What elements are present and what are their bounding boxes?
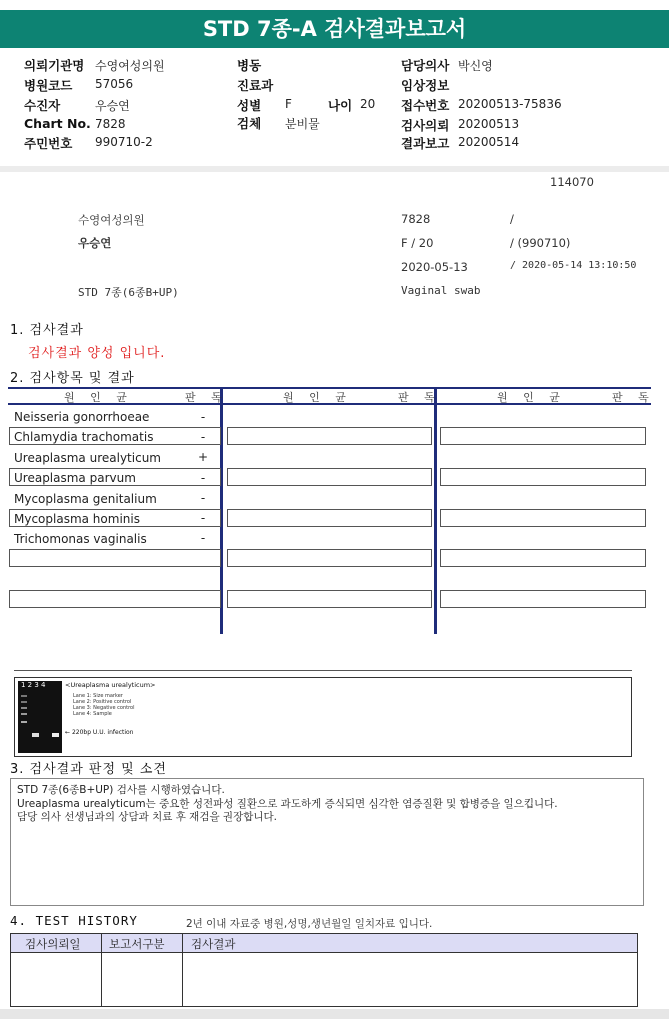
- result-row-name: Chlamydia trachomatis: [14, 430, 154, 444]
- col-header-bug-3: 원 인 균: [497, 391, 566, 404]
- header-label-specimen: 검체: [237, 116, 262, 131]
- empty-row-box: [227, 468, 432, 486]
- col-header-judge-3: 판 독: [612, 391, 655, 404]
- header-label-ward: 병동: [237, 58, 262, 73]
- header-label-department: 진료과: [237, 78, 274, 93]
- section2-title: 2. 검사항목 및 결과: [10, 371, 135, 386]
- result-row-box: [9, 549, 221, 567]
- empty-row-box: [227, 509, 432, 527]
- col-header-judge-1: 판 독: [185, 391, 228, 404]
- result-row-name-positive: Ureaplasma urealyticum: [14, 451, 161, 465]
- result-row-name: Mycoplasma hominis: [14, 512, 140, 526]
- info-patient: 우승연: [78, 236, 112, 250]
- header-label-clinical-info: 임상정보: [401, 78, 450, 93]
- empty-row-box: [440, 509, 646, 527]
- empty-row-box: [227, 549, 432, 567]
- table-divider-2: [434, 388, 437, 634]
- opinion-line: 담당 의사 선생님과의 상담과 치료 후 재검을 권장합니다.: [17, 811, 277, 823]
- col-header-bug-2: 원 인 균: [283, 391, 352, 404]
- empty-row-box: [227, 590, 432, 608]
- result-row-sign: -: [200, 511, 206, 525]
- history-header-row: [11, 934, 637, 953]
- result-row-sign: -: [200, 430, 206, 444]
- col-header-judge-2: 판 독: [398, 391, 441, 404]
- header-value-specimen: 분비물: [285, 117, 320, 131]
- header-value-hospital-code: 57056: [95, 77, 134, 91]
- header-label-doctor: 담당의사: [401, 58, 450, 73]
- header-label-report-date: 결과보고: [401, 136, 450, 151]
- header-value-age: 20: [360, 97, 376, 111]
- gel-top-rule: [14, 670, 632, 671]
- empty-row-box: [440, 468, 646, 486]
- gel-band-label-text: 220bp U.U. infection: [71, 729, 134, 736]
- report-title: STD 7종-A 검사결과보고서: [0, 10, 669, 48]
- result-row-name: Ureaplasma parvum: [14, 471, 136, 485]
- section1-title: 1. 검사결과: [10, 323, 84, 338]
- header-value-receipt-no: 20200513-75836: [458, 97, 562, 111]
- header-divider: [0, 166, 669, 172]
- info-birth: / (990710): [510, 236, 571, 250]
- empty-row-box: [440, 427, 646, 445]
- header-label-resident-no: 주민번호: [24, 136, 73, 151]
- header-label-age: 나이: [328, 98, 353, 113]
- opinion-line: STD 7종(6종B+UP) 검사를 시행하였습니다.: [17, 784, 225, 796]
- gel-electrophoresis-panel: [14, 677, 632, 757]
- result-row-sign: -: [200, 531, 206, 545]
- history-col-result: 검사결과: [191, 937, 236, 951]
- info-date-request: 2020-05-13: [401, 260, 468, 274]
- report-header: [0, 48, 669, 168]
- header-value-resident-no: 990710-2: [95, 135, 153, 149]
- result-row-sign: -: [200, 471, 206, 485]
- gel-legend-3: Lane 3: Negative control: [73, 705, 135, 711]
- info-date-report: / 2020-05-14 13:10:50: [510, 260, 637, 271]
- result-row-name: Trichomonas vaginalis: [14, 532, 147, 546]
- gel-image: [18, 681, 62, 753]
- header-label-hospital-code: 병원코드: [24, 78, 73, 93]
- history-note: 2년 이내 자료중 병원,성명,생년월일 일치자료 입니다.: [186, 918, 433, 930]
- result-row-name: Neisseria gonorrhoeae: [14, 410, 150, 424]
- header-value-chart-no: 7828: [95, 117, 126, 131]
- header-value-sex: F: [285, 97, 292, 111]
- header-label-sex: 성별: [237, 98, 262, 113]
- info-slash: /: [510, 212, 514, 226]
- result-row-box: [9, 590, 221, 608]
- header-label-chart-no: Chart No.: [24, 116, 91, 131]
- header-value-request-date: 20200513: [458, 117, 520, 131]
- empty-row-box: [227, 427, 432, 445]
- gel-legend-1: Lane 1: Size marker: [73, 693, 123, 699]
- header-label-request-date: 검사의뢰: [401, 118, 450, 133]
- header-label-institution: 의뢰기관명: [24, 58, 85, 73]
- info-hospital: 수영여성의원: [78, 213, 145, 227]
- section1-result: 검사결과 양성 입니다.: [28, 346, 166, 361]
- history-col-divider: [101, 934, 102, 1006]
- empty-row-box: [440, 590, 646, 608]
- result-row-name: Mycoplasma genitalium: [14, 492, 157, 506]
- info-chart: 7828: [401, 212, 431, 226]
- history-col-request-date: 검사의뢰일: [25, 937, 81, 951]
- header-value-report-date: 20200514: [458, 135, 520, 149]
- empty-row-box: [440, 549, 646, 567]
- result-row-sign: -: [200, 491, 206, 505]
- result-row-sign-positive: +: [197, 450, 209, 464]
- page-bottom-strip: [0, 1009, 669, 1019]
- test-history-table: [10, 933, 638, 1007]
- opinion-line: Ureaplasma urealyticum는 중요한 성전파성 질환으로 과도하게 증식되면 심각한 염증질환 및 합병증을 일으킵니다.: [17, 797, 558, 810]
- header-value-institution: 수영여성의원: [95, 59, 165, 73]
- gel-title: <Ureaplasma urealyticum>: [65, 681, 156, 689]
- header-label-patient: 수진자: [24, 98, 61, 113]
- result-row-sign: -: [200, 410, 206, 424]
- info-sex-age: F / 20: [401, 236, 434, 250]
- gel-band-label: ← 220bp U.U. infection: [65, 729, 134, 736]
- history-col-report-type: 보고서구분: [109, 937, 165, 951]
- opinion-box: [10, 778, 644, 906]
- history-col-divider: [182, 934, 183, 1006]
- header-value-doctor: 박신영: [458, 59, 493, 73]
- col-header-bug-1: 원 인 균: [64, 391, 133, 404]
- gel-legend-2: Lane 2: Positive control: [73, 699, 132, 705]
- info-specimen: Vaginal swab: [401, 284, 481, 297]
- gel-lane-labels: 1 2 3 4: [21, 681, 46, 689]
- header-value-patient: 우승연: [95, 99, 130, 113]
- section4-title: 4. TEST HISTORY: [10, 913, 138, 928]
- header-label-receipt-no: 접수번호: [401, 98, 450, 113]
- info-code: 114070: [550, 175, 594, 189]
- info-test: STD 7종(6종B+UP): [78, 286, 179, 299]
- section3-title: 3. 검사결과 판정 및 소견: [10, 762, 167, 777]
- gel-legend-4: Lane 4: Sample: [73, 711, 112, 717]
